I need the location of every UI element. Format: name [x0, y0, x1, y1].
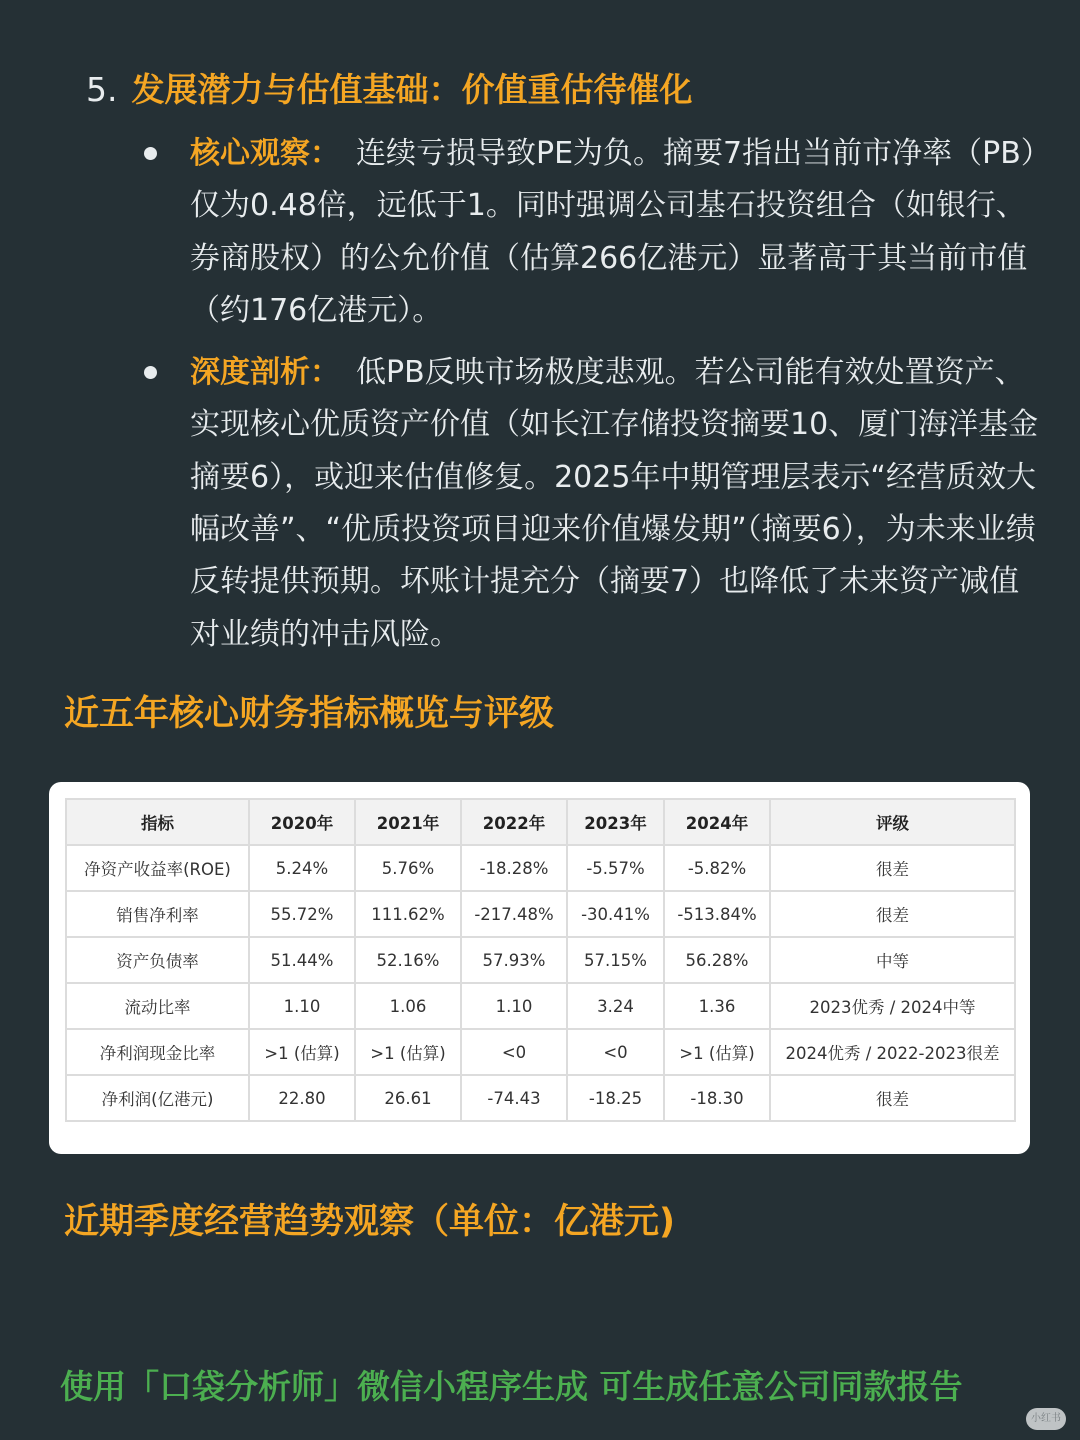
- table-cell: 净利润(亿港元): [66, 1075, 249, 1121]
- header-cell: 2024年: [664, 799, 770, 845]
- table-cell: 很差: [770, 845, 1015, 891]
- header-cell: 2021年: [355, 799, 461, 845]
- bullet-dot-icon: [144, 147, 157, 160]
- table-cell: 3.24: [567, 983, 664, 1029]
- table-cell: 22.80: [249, 1075, 355, 1121]
- table-row: [66, 1075, 1015, 1121]
- table-row: [66, 891, 1015, 937]
- table-cell: 资产负债率: [66, 937, 249, 983]
- table-cell: 111.62%: [355, 891, 461, 937]
- table-cell: <0: [461, 1029, 567, 1075]
- table-row: [66, 845, 1015, 891]
- section-title: 发展潜力与估值基础：价值重估待催化: [131, 70, 693, 109]
- bullet-label: 深度剖析：: [190, 355, 340, 391]
- bullet-dot-icon: [144, 366, 157, 379]
- table-cell: 销售净利率: [66, 891, 249, 937]
- header-cell: 评级: [770, 799, 1015, 845]
- table-cell: -217.48%: [461, 891, 567, 937]
- table-row: [66, 1029, 1015, 1075]
- table-cell: >1 (估算): [249, 1029, 355, 1075]
- metrics-table: [65, 798, 1016, 1122]
- quarter-trend-heading: 近期季度经营趋势观察（单位：亿港元): [64, 1202, 675, 1242]
- metrics-table-card: [49, 782, 1030, 1154]
- bullet-list: [190, 128, 1040, 671]
- section-5-heading: [86, 66, 693, 114]
- header-cell: 2020年: [249, 799, 355, 845]
- bullet-label: 核心观察：: [190, 136, 340, 171]
- table-cell: 很差: [770, 1075, 1015, 1121]
- table-cell: 55.72%: [249, 891, 355, 937]
- table-cell: -18.30: [664, 1075, 770, 1121]
- bullet-text: 低PB反映市场极度悲观。若公司能有效处置资产、实现核心优质资产价值（如长江存储投资摘要10、厦门海洋基金摘要6），或迎来估值修复。2025年中期管理层表示“经营质效大幅改善”、“优质投资项目迎来价值爆发期”（摘要6），为未来业绩反转提供预期。坏账计提充分（摘要7）也降低了未来资产减值对业绩的冲击风险。: [190, 355, 1039, 652]
- table-cell: >1 (估算): [664, 1029, 770, 1075]
- table-heading: 近五年核心财务指标概览与评级: [64, 694, 555, 734]
- table-cell: 2024优秀 / 2022-2023很差: [770, 1029, 1015, 1075]
- table-cell: -18.28%: [461, 845, 567, 891]
- table-row: [66, 983, 1015, 1029]
- table-cell: 1.10: [249, 983, 355, 1029]
- bullet-deep-analysis: [190, 347, 1040, 661]
- table-cell: -74.43: [461, 1075, 567, 1121]
- table-cell: 51.44%: [249, 937, 355, 983]
- table-cell: >1 (估算): [355, 1029, 461, 1075]
- table-cell: 2023优秀 / 2024中等: [770, 983, 1015, 1029]
- table-cell: 56.28%: [664, 937, 770, 983]
- table-cell: -513.84%: [664, 891, 770, 937]
- bullet-core-observation: [190, 128, 1040, 337]
- table-cell: 5.24%: [249, 845, 355, 891]
- table-cell: 1.10: [461, 983, 567, 1029]
- table-cell: 1.36: [664, 983, 770, 1029]
- bullet-text: 连续亏损导致PE为负。摘要7指出当前市净率（PB）仅为0.48倍，远低于1。同时强调公司基石投资组合（如银行、券商股权）的公允价值（估算266亿港元）显著高于其当前市值（约176亿港元）。: [190, 136, 1036, 328]
- table-cell: 52.16%: [355, 937, 461, 983]
- table-cell: -5.82%: [664, 845, 770, 891]
- table-header-row: [66, 799, 1015, 845]
- table-cell: -18.25: [567, 1075, 664, 1121]
- table-cell: 中等: [770, 937, 1015, 983]
- table-cell: 26.61: [355, 1075, 461, 1121]
- table-row: [66, 937, 1015, 983]
- table-cell: 流动比率: [66, 983, 249, 1029]
- header-cell: 2023年: [567, 799, 664, 845]
- header-cell: 2022年: [461, 799, 567, 845]
- section-number: 5.: [86, 70, 118, 109]
- table-cell: 1.06: [355, 983, 461, 1029]
- header-cell: 指标: [66, 799, 249, 845]
- footer-promo: 使用「口袋分析师」微信小程序生成 可生成任意公司同款报告: [60, 1367, 963, 1406]
- table-cell: <0: [567, 1029, 664, 1075]
- table-cell: -5.57%: [567, 845, 664, 891]
- table-cell: 57.15%: [567, 937, 664, 983]
- watermark-logo: 小红书: [1026, 1408, 1066, 1430]
- table-cell: 57.93%: [461, 937, 567, 983]
- table-cell: 净利润现金比率: [66, 1029, 249, 1075]
- table-cell: 净资产收益率(ROE): [66, 845, 249, 891]
- table-cell: 5.76%: [355, 845, 461, 891]
- table-cell: -30.41%: [567, 891, 664, 937]
- table-cell: 很差: [770, 891, 1015, 937]
